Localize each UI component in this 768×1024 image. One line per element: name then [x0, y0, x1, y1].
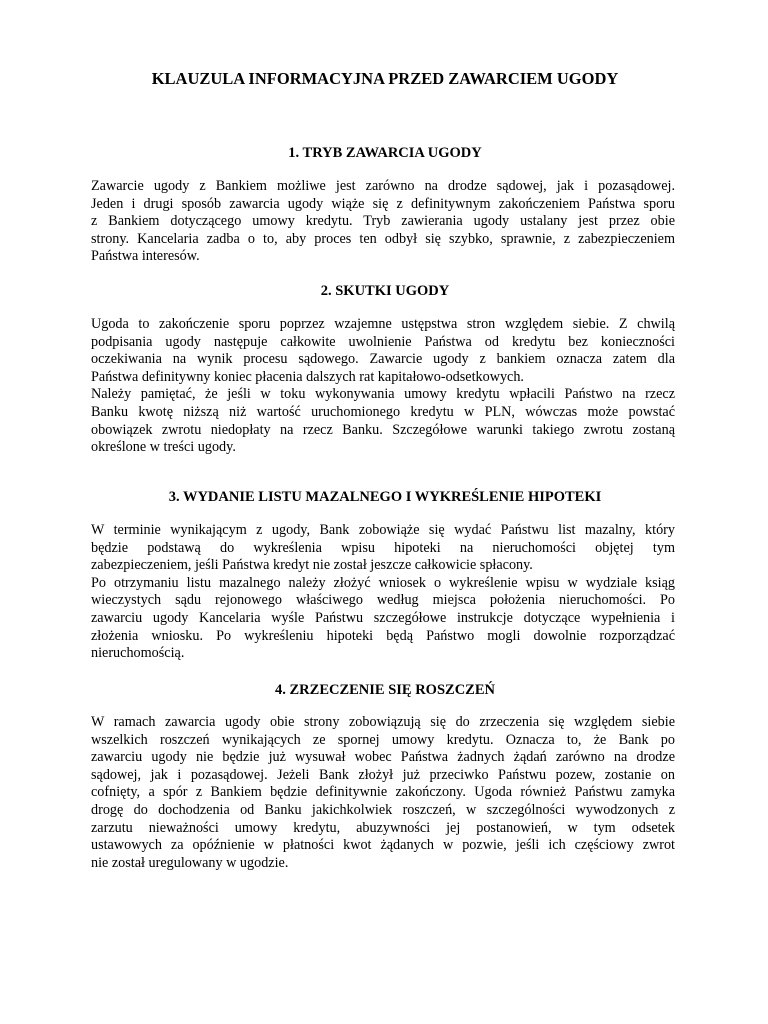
section-heading-3: 3. WYDANIE LISTU MAZALNEGO I WYKREŚLENIE HIPOTEKI	[168, 489, 602, 505]
paragraph-line: będzie podstawą do wykreślenia wpisu hipoteki na nieruchomości objętej tym	[91, 539, 675, 556]
paragraph-line: zawarciu ugody Kancelaria wyśle Państwu szczegółowe instrukcje dotyczące wypełnienia i	[91, 609, 675, 626]
paragraph-line: podpisania ugody następuje całkowite uwolnienie Państwa od kredytu bez konieczności	[91, 333, 675, 350]
paragraph-line: Po otrzymaniu listu mazalnego należy złożyć wniosek o wykreślenie wpisu w wydziale ksiąg	[91, 574, 675, 591]
paragraph-line: zabezpieczeniem, jeśli Państwa kredyt nie został jeszcze całkowicie spłacony.	[91, 557, 533, 574]
paragraph-line: cofnięty, a spór z Bankiem będzie definitywnie zakończony. Ugoda również Państwu zamyka	[91, 784, 675, 801]
paragraph-line: obowiązek zwrotu niedopłaty na rzecz Banku. Szczegółowe warunki takiego zwrotu zostaną	[91, 421, 675, 438]
paragraph-line: Jeden i drugi sposób zawarcia ugody wiąże się z definitywnym zakończeniem Państwa sporu	[91, 195, 675, 212]
section-2-paragraph-1	[91, 316, 675, 386]
paragraph-line: oczekiwania na wynik procesu sądowego. Zawarcie ugody z bankiem oznacza zatem dla	[91, 351, 675, 368]
paragraph-line: Należy pamiętać, że jeśli w toku wykonywania umowy kredytu wpłacili Państwo na rzecz	[91, 386, 675, 403]
section-3-paragraph-2	[91, 575, 675, 663]
paragraph-line: Banku kwotę niższą niż wartość uruchomionego kredytu w PLN, wówczas może powstać	[91, 403, 675, 420]
paragraph-line: W terminie wynikającym z ugody, Bank zobowiąże się wydać Państwu list mazalny, który	[91, 522, 675, 538]
paragraph-line: nieruchomością.	[91, 645, 185, 662]
paragraph-line: ustawowych za opóźnienie w płatności kwot żądanych w pozwie, jeśli ich częściowy zwrot	[91, 837, 675, 854]
document-title: KLAUZULA INFORMACYJNA PRZED ZAWARCIEM UGODY	[151, 69, 619, 88]
paragraph-line: W ramach zawarcia ugody obie strony zobowiązują się do zrzeczenia się względem siebie	[91, 714, 675, 730]
paragraph-line: Zawarcie ugody z Bankiem możliwe jest zarówno na drodze sądowej, jak i pozasądowej.	[91, 178, 675, 194]
section-1-paragraph-1	[91, 178, 675, 266]
section-heading-1: 1. TRYB ZAWARCIA UGODY	[288, 145, 482, 161]
paragraph-line: wszelkich roszczeń wynikających ze spornej umowy kredytu. Oznacza to, że Bank po	[91, 731, 675, 748]
section-4-paragraph-1	[91, 714, 675, 872]
paragraph-line: drogę do dochodzenia od Banku jakichkolwiek roszczeń, w szczególności wywodzonych z	[91, 801, 675, 818]
section-3-paragraph-1	[91, 522, 675, 575]
paragraph-line: złożenia wniosku. Po wykreśleniu hipoteki będą Państwo mogli dowolnie rozporządzać	[91, 627, 675, 644]
paragraph-line: wieczystych sądu rejonowego właściwego według miejsca położenia nieruchomości. Po	[91, 592, 675, 609]
paragraph-line: określone w treści ugody.	[91, 439, 236, 456]
paragraph-line: strony. Kancelaria zadba o to, aby proces ten odbył się szybko, sprawnie, z zabezpieczeniem	[91, 230, 675, 247]
paragraph-line: zawarciu ugody nie będzie już wysuwał wobec Państwa żadnych żądań zarówno na drodze	[91, 749, 675, 766]
paragraph-line: sądowej, jak i pozasądowej. Jeżeli Bank złożył już przeciwko Państwu pozew, zostanie on	[91, 766, 675, 783]
paragraph-line: Państwa interesów.	[91, 248, 200, 265]
paragraph-line: Państwa definitywny koniec płacenia dalszych rat kapitałowo-odsetkowych.	[91, 368, 524, 385]
paragraph-line: z Bankiem dotyczącego umowy kredytu. Tryb zawierania ugody ustalany jest przez obie	[91, 213, 675, 230]
section-heading-4: 4. ZRZECZENIE SIĘ ROSZCZEŃ	[275, 682, 495, 698]
paragraph-line: zarzutu nieważności umowy kredytu, abuzywności jej postanowień, w tym odsetek	[91, 819, 675, 836]
section-2-paragraph-2	[91, 386, 675, 456]
section-heading-2: 2. SKUTKI UGODY	[320, 283, 450, 299]
paragraph-line: nie został uregulowany w ugodzie.	[91, 854, 289, 871]
paragraph-line: Ugoda to zakończenie sporu poprzez wzajemne ustępstwa stron względem siebie. Z chwilą	[91, 316, 675, 332]
